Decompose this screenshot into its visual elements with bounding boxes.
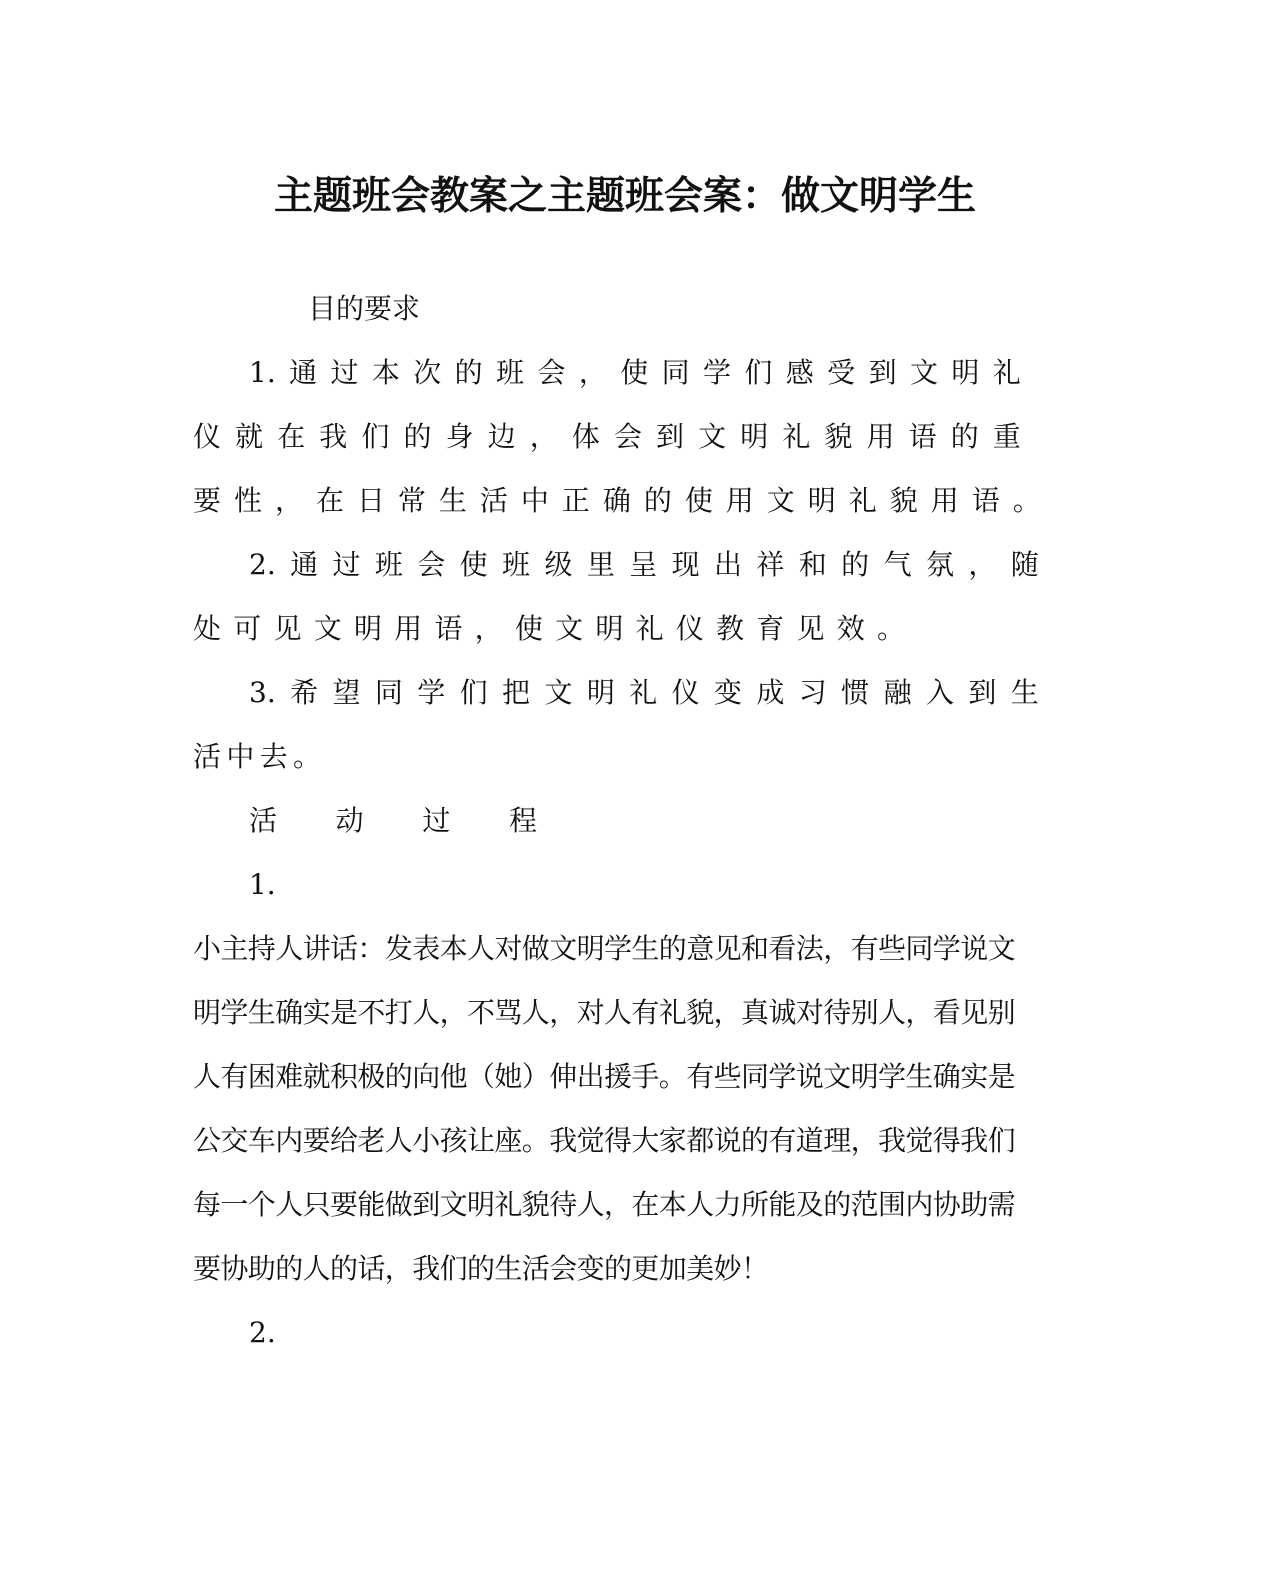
glyph: 随: [1010, 548, 1039, 581]
glyph: 祥: [756, 548, 785, 581]
glyph: 们: [744, 356, 773, 389]
glyph: 。: [1012, 484, 1041, 517]
glyph: 文: [313, 612, 342, 645]
glyph: 明: [740, 420, 769, 453]
glyph: 3.: [249, 676, 276, 709]
item-1-line-1: 小主持人讲话：发表本人对做文明学生的意见和看法，有些同学说文: [193, 932, 1016, 965]
glyph: 明: [586, 676, 615, 709]
glyph: 见: [796, 612, 825, 645]
paragraph-3-line-2: [193, 739, 321, 775]
glyph: 习: [798, 676, 827, 709]
glyph: 的: [454, 356, 483, 389]
glyph: 处: [193, 612, 222, 645]
glyph: 礼: [635, 612, 664, 645]
glyph: 使: [514, 612, 543, 645]
document-title: 主题班会教案之主题班会案：做文明学生: [273, 174, 976, 219]
glyph: 们: [361, 420, 390, 453]
glyph: 活: [249, 804, 278, 837]
glyph: 在: [315, 484, 344, 517]
glyph: 用: [725, 484, 754, 517]
glyph: 仪: [193, 420, 222, 453]
paragraph-1-line-3: [193, 483, 1041, 519]
item-1-line-4: 公交车内要给老人小孩让座。我觉得大家都说的有道理，我觉得我们: [193, 1124, 1016, 1157]
glyph: 通: [289, 356, 318, 389]
glyph: 效: [836, 612, 865, 645]
glyph: 的: [403, 420, 432, 453]
glyph: 身: [445, 420, 474, 453]
item-1-line-6: 要协助的人的话，我们的生活会变的更加美妙！: [193, 1252, 769, 1285]
glyph: 重: [992, 420, 1021, 453]
glyph: 语: [434, 612, 463, 645]
glyph: 的: [643, 484, 672, 517]
glyph: 仪: [675, 612, 704, 645]
glyph: 现: [671, 548, 700, 581]
glyph: 用: [930, 484, 959, 517]
glyph: 常: [397, 484, 426, 517]
glyph: 仪: [671, 676, 700, 709]
glyph: 通: [290, 548, 319, 581]
glyph: 我: [319, 420, 348, 453]
glyph: 会: [417, 548, 446, 581]
glyph: 。: [292, 740, 321, 773]
glyph: 育: [756, 612, 785, 645]
glyph: 用: [394, 612, 423, 645]
glyph: 语: [971, 484, 1000, 517]
glyph: 中: [226, 740, 255, 773]
glyph: 1.: [249, 356, 276, 389]
glyph: 使: [620, 356, 649, 389]
glyph: 语: [908, 420, 937, 453]
glyph: 体: [571, 420, 600, 453]
glyph: 活: [193, 740, 222, 773]
glyph: 貌: [889, 484, 918, 517]
glyph: 入: [925, 676, 954, 709]
glyph: 要: [193, 484, 222, 517]
glyph: 和: [798, 548, 827, 581]
glyph: 学: [703, 356, 732, 389]
glyph: 们: [459, 676, 488, 709]
glyph: 班: [502, 548, 531, 581]
glyph: 感: [785, 356, 814, 389]
glyph: 用: [866, 420, 895, 453]
glyph: 确: [602, 484, 631, 517]
glyph: 学: [417, 676, 446, 709]
glyph: ，: [474, 612, 503, 645]
glyph: 到: [968, 676, 997, 709]
glyph: 会: [613, 420, 642, 453]
glyph: 班: [496, 356, 525, 389]
glyph: 程: [508, 804, 537, 837]
glyph: 文: [909, 356, 938, 389]
item-2-label: 2.: [249, 1316, 276, 1349]
glyph: ，: [529, 420, 558, 453]
glyph: ，: [968, 548, 997, 581]
paragraph-1-line-2: [193, 419, 1021, 455]
glyph: 文: [544, 676, 573, 709]
glyph: 礼: [992, 356, 1021, 389]
item-1-line-3: 人有困难就积极的向他（她）伸出援手。有些同学说文明学生确实是: [193, 1060, 1016, 1093]
glyph: 动: [335, 804, 364, 837]
glyph: 次: [413, 356, 442, 389]
glyph: 生: [438, 484, 467, 517]
item-1-line-5: 每一个人只要能做到文明礼貌待人，在本人力所能及的范围内协助需: [193, 1188, 1016, 1221]
glyph: 受: [827, 356, 856, 389]
glyph: 貌: [824, 420, 853, 453]
glyph: 变: [714, 676, 743, 709]
glyph: 过: [422, 804, 451, 837]
glyph: 成: [756, 676, 785, 709]
glyph: 出: [714, 548, 743, 581]
glyph: 级: [544, 548, 573, 581]
glyph: 明: [951, 356, 980, 389]
glyph: 文: [698, 420, 727, 453]
glyph: 惯: [841, 676, 870, 709]
glyph: 礼: [782, 420, 811, 453]
glyph: ，: [578, 356, 607, 389]
glyph: 望: [332, 676, 361, 709]
glyph: 气: [883, 548, 912, 581]
section-heading-purpose: 目的要求: [308, 292, 421, 325]
glyph: 里: [586, 548, 615, 581]
glyph: 在: [277, 420, 306, 453]
paragraph-1-line-1: [249, 355, 1021, 391]
glyph: 礼: [848, 484, 877, 517]
glyph: 可: [233, 612, 262, 645]
glyph: 明: [595, 612, 624, 645]
glyph: 的: [950, 420, 979, 453]
glyph: 中: [520, 484, 549, 517]
glyph: 班: [374, 548, 403, 581]
glyph: 礼: [629, 676, 658, 709]
glyph: 的: [841, 548, 870, 581]
glyph: 去: [259, 740, 288, 773]
glyph: 正: [561, 484, 590, 517]
item-1-line-2: 明学生确实是不打人，不骂人，对人有礼貌，真诚对待别人，看见别: [193, 996, 1016, 1029]
glyph: 明: [353, 612, 382, 645]
glyph: 见: [273, 612, 302, 645]
glyph: 明: [807, 484, 836, 517]
glyph: 把: [502, 676, 531, 709]
glyph: 使: [684, 484, 713, 517]
glyph: 同: [374, 676, 403, 709]
glyph: 过: [330, 356, 359, 389]
item-1-label: 1．: [249, 868, 295, 901]
glyph: 教: [716, 612, 745, 645]
glyph: 。: [876, 612, 905, 645]
glyph: 同: [661, 356, 690, 389]
glyph: 文: [766, 484, 795, 517]
glyph: 氛: [925, 548, 954, 581]
glyph: ，: [274, 484, 303, 517]
glyph: 日: [356, 484, 385, 517]
glyph: 使: [459, 548, 488, 581]
paragraph-3-line-1: [249, 675, 1039, 711]
paragraph-2-line-1: [249, 547, 1039, 583]
section-heading-process: [249, 803, 537, 839]
paragraph-2-line-2: [193, 611, 905, 647]
glyph: 性: [233, 484, 262, 517]
glyph: 希: [290, 676, 319, 709]
glyph: 就: [235, 420, 264, 453]
glyph: 活: [479, 484, 508, 517]
glyph: 到: [656, 420, 685, 453]
glyph: 呈: [629, 548, 658, 581]
glyph: 会: [537, 356, 566, 389]
glyph: 生: [1010, 676, 1039, 709]
glyph: 边: [487, 420, 516, 453]
glyph: 融: [883, 676, 912, 709]
glyph: 到: [868, 356, 897, 389]
glyph: 2.: [249, 548, 276, 581]
glyph: 过: [332, 548, 361, 581]
glyph: 本: [371, 356, 400, 389]
glyph: 文: [555, 612, 584, 645]
